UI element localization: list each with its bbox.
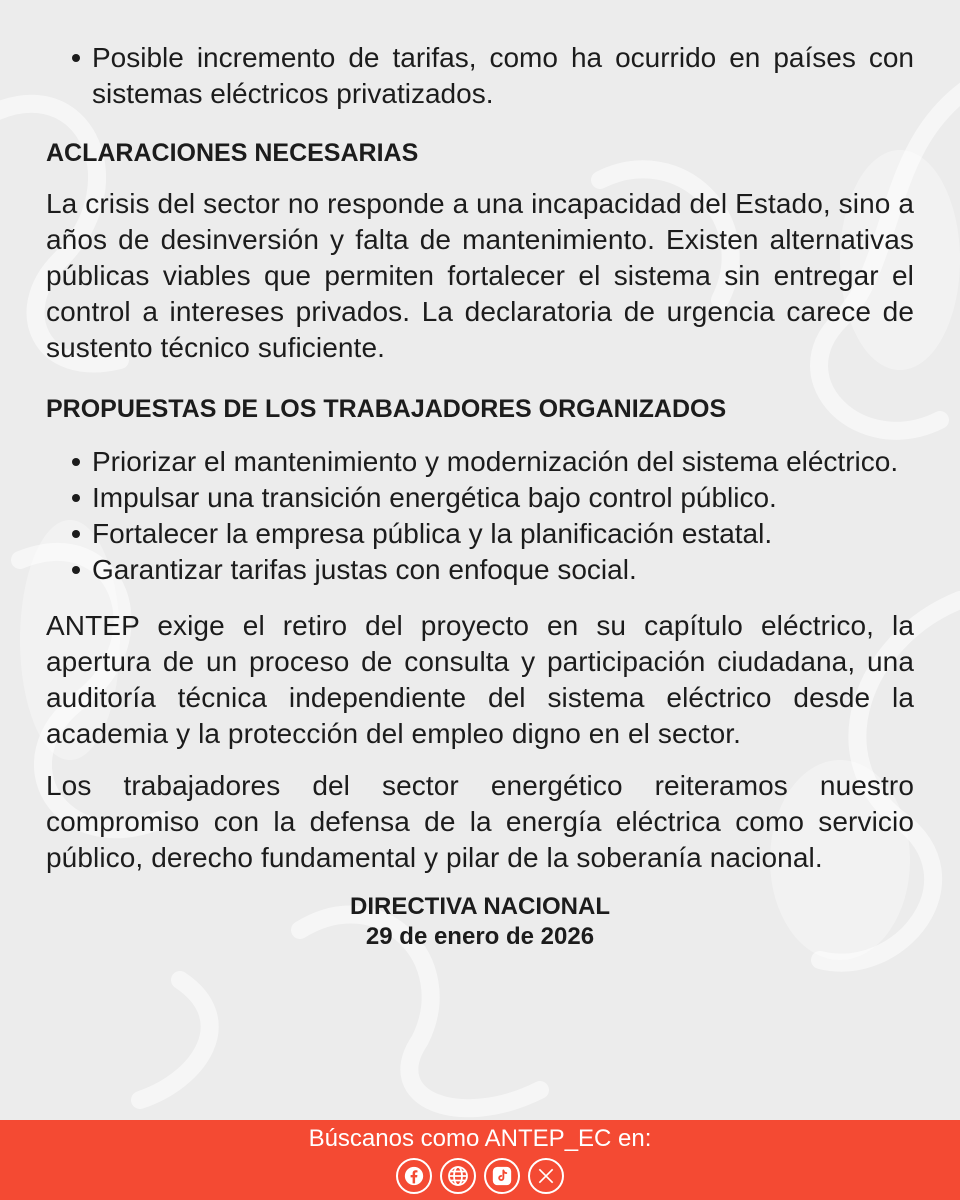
signature-name: DIRECTIVA NACIONAL xyxy=(350,893,610,920)
paragraph-demand: ANTEP exige el retiro del proyecto en su capítulo eléctrico, la apertura de un proceso de consulta y participación ciudadana, una auditoría técnica independiente del sistema eléctrico desde la academia y la protección del empleo digno en el sector. xyxy=(46,610,914,749)
signature-date: 29 de enero de 2026 xyxy=(365,923,595,950)
list-item: Impulsar una transición energética bajo control público. xyxy=(46,480,914,516)
list-item: Garantizar tarifas justas con enfoque social. xyxy=(46,552,914,588)
tiktok-icon[interactable] xyxy=(484,1158,520,1194)
document-content xyxy=(46,40,914,952)
footer-bar xyxy=(0,1120,960,1200)
footer-text: Búscanos como ANTEP_EC en: xyxy=(308,1125,652,1152)
paragraph-aclaraciones: La crisis del sector no responde a una incapacidad del Estado, sino a años de desinversión y falta de mantenimiento. Existen alternativas públicas viables que permiten fortalecer el sistema sin entregar el control a intereses privados. La declaratoria de urgencia carece de sustento técnico suficiente. xyxy=(46,188,914,363)
section-heading-aclaraciones: ACLARACIONES NECESARIAS xyxy=(46,139,419,167)
paragraph-commitment: Los trabajadores del sector energético reiteramos nuestro compromiso con la defensa de la energía eléctrica como servicio público, derecho fundamental y pilar de la soberanía nacional. xyxy=(46,770,914,873)
social-icons xyxy=(0,1158,960,1194)
facebook-icon[interactable] xyxy=(396,1158,432,1194)
list-item: Posible incremento de tarifas, como ha ocurrido en países con sistemas eléctricos privatizados. xyxy=(46,40,914,112)
proposal-bullet-list xyxy=(46,444,914,588)
list-item: Fortalecer la empresa pública y la planificación estatal. xyxy=(46,516,914,552)
signature-block xyxy=(46,892,914,952)
web-globe-icon[interactable] xyxy=(440,1158,476,1194)
section-heading-propuestas: PROPUESTAS DE LOS TRABAJADORES ORGANIZADOS xyxy=(46,395,727,423)
list-item: Priorizar el mantenimiento y modernización del sistema eléctrico. xyxy=(46,444,914,480)
intro-bullet-list xyxy=(46,40,914,112)
x-icon[interactable] xyxy=(528,1158,564,1194)
